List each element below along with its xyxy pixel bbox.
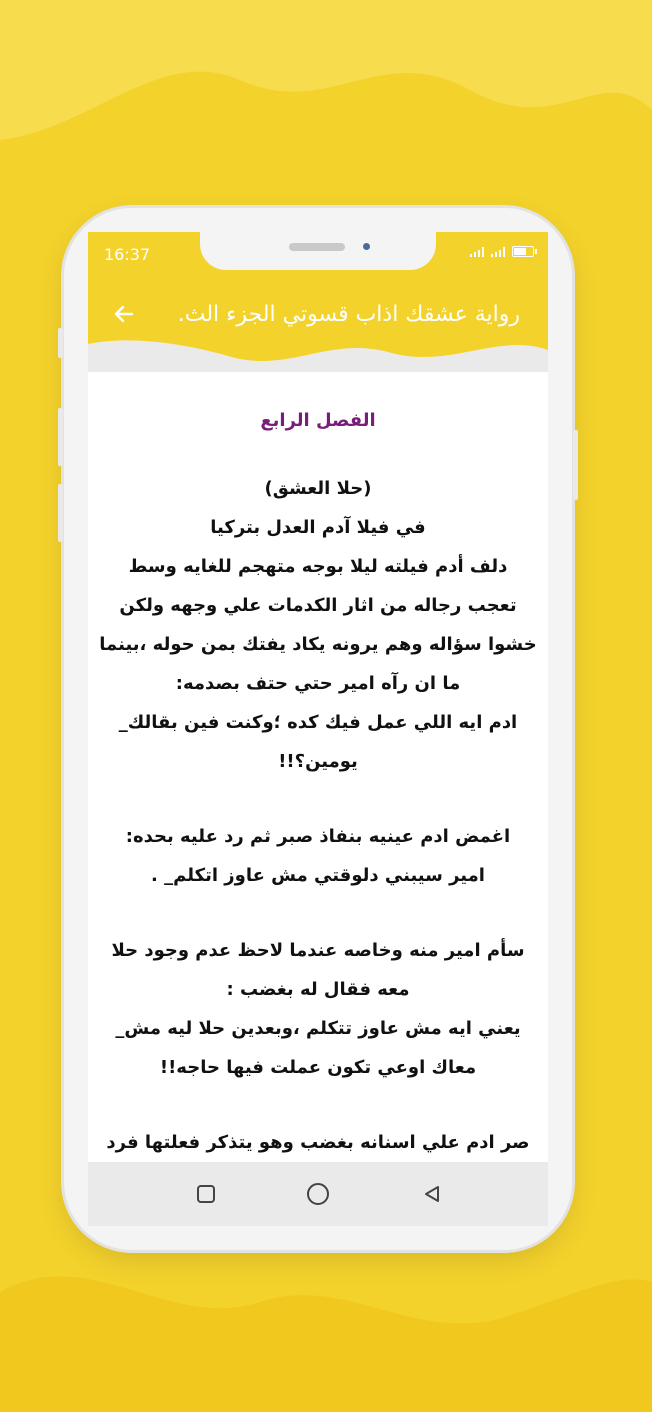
triangle-back-icon: [422, 1184, 442, 1204]
chapter-title: الفصل الرابع: [260, 410, 376, 431]
phone-screen: [88, 232, 548, 1226]
text-line: اغمض ادم عينيه بنفاذ صبر ثم رد عليه بحده:: [125, 826, 511, 847]
power-button: [573, 430, 578, 500]
circle-icon: [306, 1182, 330, 1206]
text-line: صر ادم علي اسنانه بغضب وهو يتذكر فعلتها فرد: [106, 1132, 530, 1153]
text-line: ما ان رآه امير حتي حتف بصدمه:: [175, 673, 461, 694]
paragraph: [98, 469, 538, 781]
phone-notch: [200, 232, 436, 270]
story-text: [98, 469, 538, 1201]
page-title: رواية عشقك اذاب قسوتي الجزء الث.: [177, 302, 520, 327]
text-line: خشوا سؤاله وهم يرونه يكاد يفتك بمن حوله ،بينما: [99, 634, 537, 655]
front-camera: [363, 243, 370, 250]
arrow-left-icon: [112, 302, 136, 326]
text-line: دلف أدم فيلته ليلا بوجه متهجم للغايه وسط: [128, 556, 508, 577]
speaker-grille: [289, 243, 345, 251]
chapter-content[interactable]: [88, 372, 548, 1162]
text-line: يعني ايه مش عاوز تتكلم ،وبعدين حلا ليه مش_: [115, 1018, 521, 1039]
text-line: يومين؟!!: [278, 751, 358, 772]
status-time: 16:37: [104, 245, 151, 264]
home-button[interactable]: [304, 1180, 332, 1208]
back-button[interactable]: [418, 1180, 446, 1208]
volume-up-button: [58, 408, 63, 466]
battery-icon: [512, 246, 534, 257]
paragraph: [98, 817, 538, 895]
volume-button: [58, 328, 63, 358]
volume-down-button: [58, 484, 63, 542]
text-line: في فيلا آدم العدل بتركيا: [210, 517, 426, 538]
system-navbar: [88, 1162, 548, 1226]
text-line: معه فقال له بغضب :: [226, 979, 410, 1000]
text-line: معاك اوعي تكون عملت فيها حاجه!!: [159, 1057, 477, 1078]
back-arrow-button[interactable]: [106, 296, 142, 332]
phone-frame: [64, 208, 572, 1250]
paragraph: [98, 931, 538, 1087]
text-line: (حلا العشق): [264, 478, 372, 499]
text-line: امير سيبني دلوقتي مش عاوز اتكلم_ .: [151, 865, 485, 886]
background-wave-top: [0, 0, 652, 200]
text-line: تعجب رجاله من اثار الكدمات علي وجهه ولكن: [119, 595, 517, 616]
status-icons: [470, 246, 534, 257]
text-line: ادم ايه اللي عمل فيك كده ؛وكنت فين بقالك_: [118, 712, 518, 733]
text-line: سأم امير منه وخاصه عندما لاحظ عدم وجود حلا: [111, 940, 525, 961]
recents-button[interactable]: [192, 1180, 220, 1208]
square-icon: [196, 1184, 216, 1204]
signal-icon: [470, 247, 486, 257]
signal-icon: [491, 247, 507, 257]
